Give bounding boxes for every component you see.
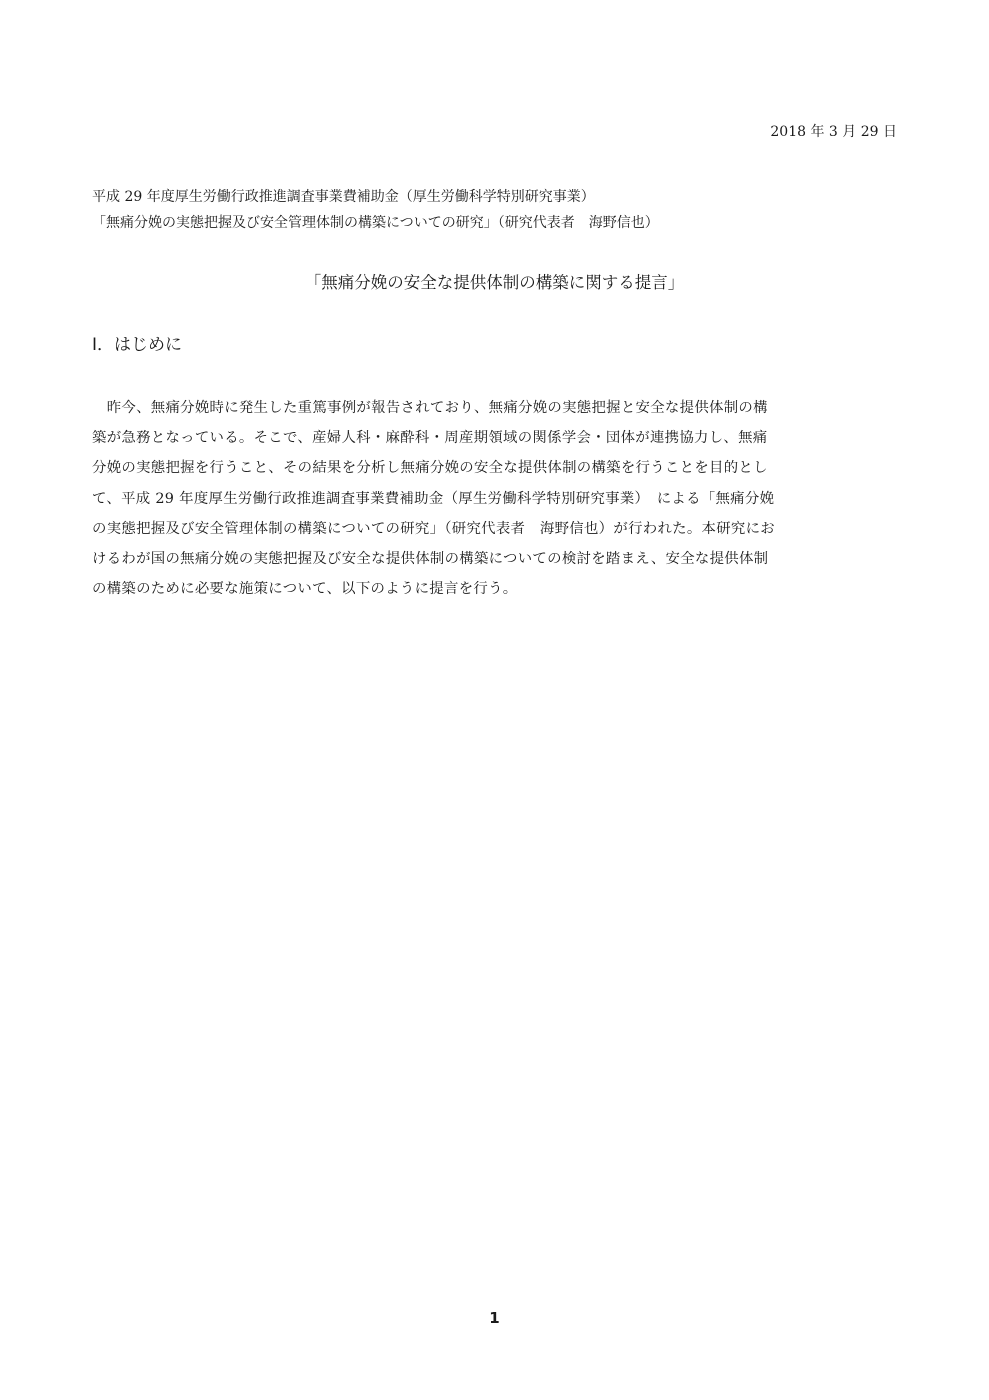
section-heading: Ⅰ．はじめに [92, 335, 183, 355]
body-line: 分娩の実態把握を行うこと、その結果を分析し無痛分娩の安全な提供体制の構築を行うことを目的とし [92, 460, 768, 477]
body-line: の実態把握及び安全管理体制の構築についての研究」（研究代表者 海野信也）が行われた。本研究にお [92, 520, 775, 537]
grant-line: 平成 29 年度厚生労働行政推進調査事業費補助金（厚生労働科学特別研究事業） [92, 189, 595, 205]
document-date: 2018 年 3 月 29 日 [770, 124, 897, 140]
body-line: 昨今、無痛分娩時に発生した重篤事例が報告されており、無痛分娩の実態把握と安全な提供体制の構 [92, 400, 768, 416]
body-line: 築が急務となっている。そこで、産婦人科・麻酔科・周産期領域の関係学会・団体が連携協力し、無痛 [92, 430, 768, 447]
body-line: の構築のために必要な施策について、以下のように提言を行う。 [92, 581, 518, 598]
body-line: けるわが国の無痛分娩の実態把握及び安全な提供体制の構築についての検討を踏まえ、安全な提供体制 [92, 551, 769, 568]
grant-line: 「無痛分娩の実態把握及び安全管理体制の構築についての研究」（研究代表者 海野信也） [92, 215, 659, 231]
section-body [92, 393, 904, 604]
page-number: 1 [489, 1309, 500, 1327]
document-title: 「無痛分娩の安全な提供体制の構築に関する提言」 [304, 273, 685, 292]
body-line: て、平成 29 年度厚生労働行政推進調査事業費補助金（厚生労働科学特別研究事業） による「無痛分娩 [92, 490, 775, 507]
grant-info [92, 184, 912, 236]
